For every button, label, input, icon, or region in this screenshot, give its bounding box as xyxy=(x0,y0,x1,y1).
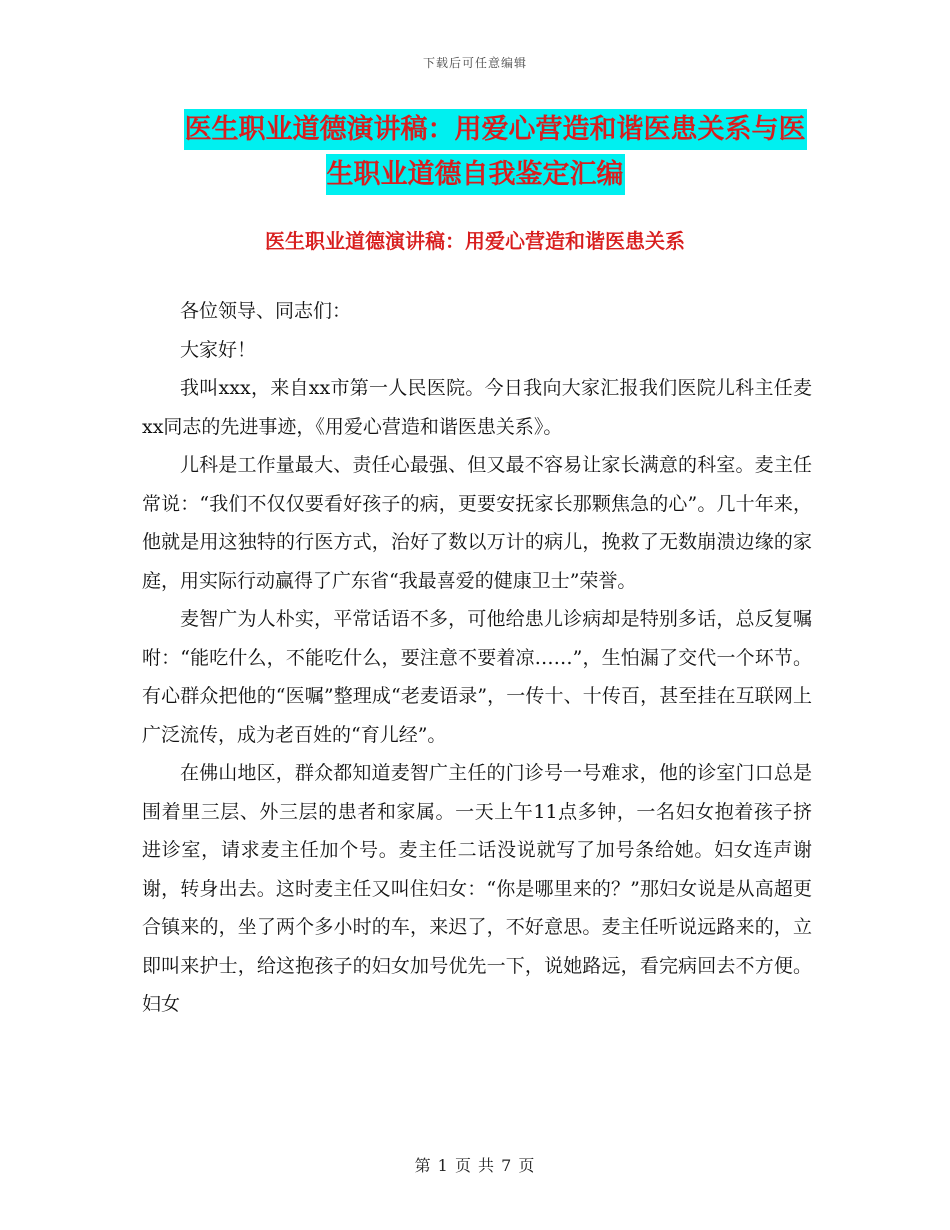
paragraph: 在佛山地区，群众都知道麦智广主任的门诊号一号难求，他的诊室门口总是围着里三层、外三层的患者和家属。一天上午11点多钟，一名妇女抱着孩子挤进诊室，请求麦主任加个号。麦主任二话没说就写了加号条给她。妇女连声谢谢，转身出去。这时麦主任又叫住妇女：“你是哪里来的？”那妇女说是从高超更合镇来的，坐了两个多小时的车，来迟了，不好意思。麦主任听说远路来的，立即叫来护士，给这抱孩子的妇女加号优先一下，说她路远，看完病回去不方便。妇女 xyxy=(142,762,812,1015)
paragraph-greeting: 大家好！ xyxy=(180,338,257,361)
paragraph: 我叫xxx，来自xx市第一人民医院。今日我向大家汇报我们医院儿科主任麦xx同志的先进事迹，《用爱心营造和谐医患关系》。 xyxy=(142,377,812,438)
paragraph-salutation: 各位领导、同志们： xyxy=(180,300,352,322)
document-title-line-2 xyxy=(0,161,950,188)
paragraph: 麦智广为人朴实，平常话语不多，可他给患儿诊病却是特别多话，总反复嘱咐：“能吃什么，不能吃什么，要注意不要着凉……”，生怕漏了交代一个环节。有心群众把他的“医嘱”整理成“老麦语录”，一传十、十传百，甚至挂在互联网上广泛流传，成为老百姓的“育儿经”。 xyxy=(142,608,812,746)
section-title: 医生职业道德演讲稿：用爱心营造和谐医患关系 xyxy=(265,229,685,253)
document-title-text-2: 生职业道德自我鉴定汇编 xyxy=(326,154,625,195)
page-header: 下载后可任意编辑 xyxy=(422,56,527,70)
page-footer: 第 1 页 共 7 页 xyxy=(414,1156,536,1175)
document-title-text-1: 医生职业道德演讲稿：用爱心营造和谐医患关系与医 xyxy=(184,109,807,150)
document-title-line-1 xyxy=(0,116,950,143)
document-body xyxy=(142,292,812,1024)
paragraph: 儿科是工作量最大、责任心最强、但又最不容易让家长满意的科室。麦主任常说：“我们不仅仅要看好孩子的病，更要安抚家长那颗焦急的心”。几十年来，他就是用这独特的行医方式，治好了数以万计的病儿，挽救了无数崩溃边缘的家庭，用实际行动赢得了广东省“我最喜爱的健康卫士”荣誉。 xyxy=(142,454,812,592)
